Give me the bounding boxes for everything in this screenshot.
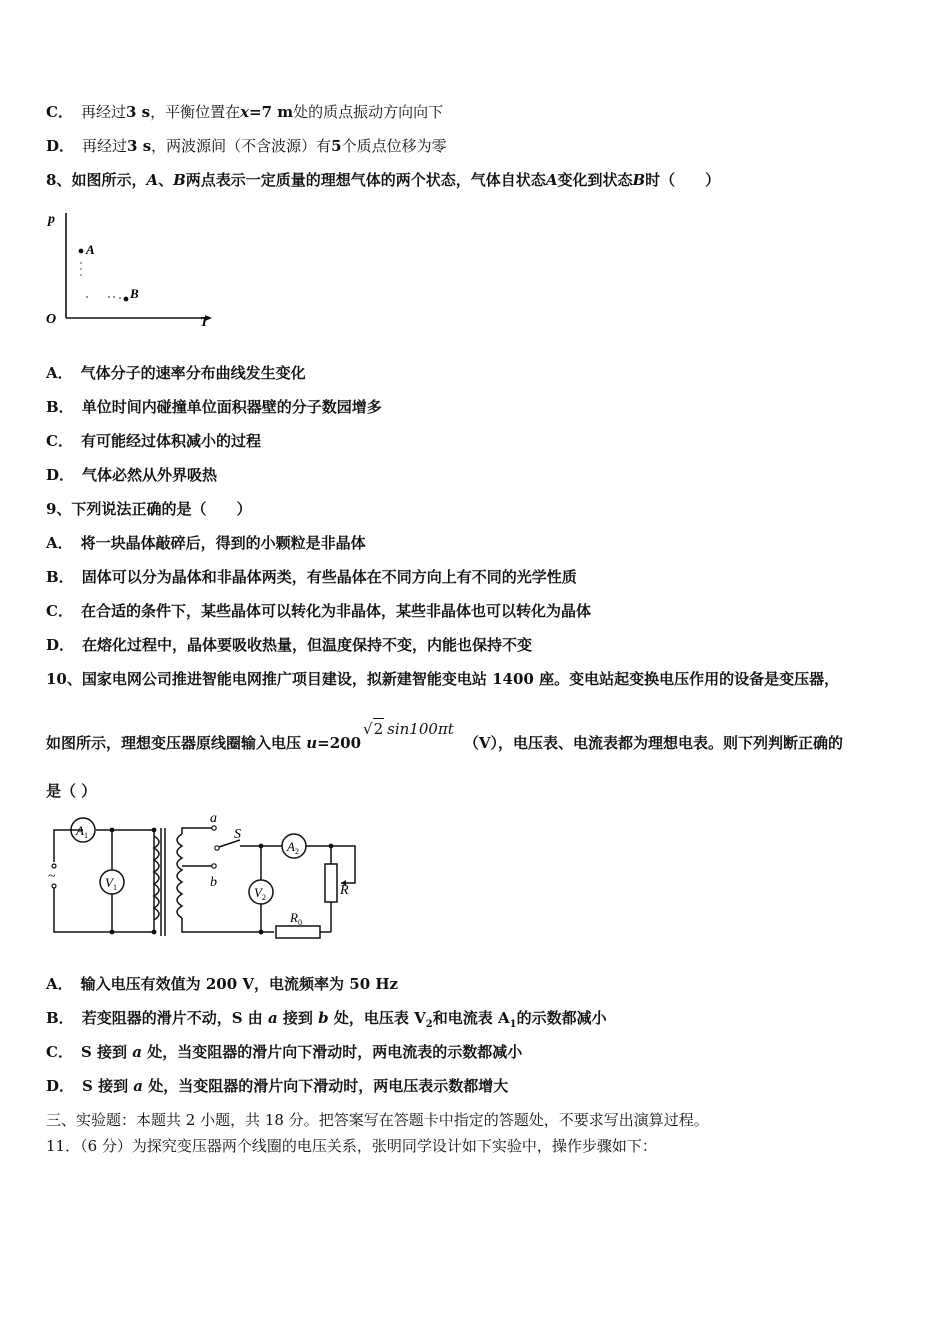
secondary-coil: [177, 834, 182, 918]
q10-stem-line3: 是（ ）: [46, 782, 97, 800]
q7-option-c: C． 再经过3 s，平衡位置在x=7 m处的质点振动方向向下: [46, 103, 444, 121]
a1-label: $A_1$: [76, 823, 88, 840]
r0-label: $R_0$: [290, 910, 302, 927]
terminal-b: [212, 864, 216, 868]
terminal-a: [212, 826, 216, 830]
dotted-path-a-to-b: [80, 262, 121, 299]
p-axis-label: p: [48, 212, 55, 227]
q9-stem: 9、下列说法正确的是（ ）: [46, 500, 252, 518]
q8-stem: 8、如图所示，A、B两点表示一定质量的理想气体的两个状态，气体自状态A变化到状态B时（ ）: [46, 171, 721, 189]
origin-label: O: [46, 312, 57, 327]
q9-option-b: B． 固体可以分为晶体和非晶体两类，有些晶体在不同方向上有不同的光学性质: [46, 568, 577, 586]
q7-option-d: D． 再经过3 s，两波源间（不含波源）有5个质点位移为零: [46, 137, 447, 155]
voltage-formula: √2 sin100πt: [363, 720, 454, 738]
secondary-to-a: [182, 828, 212, 834]
ac-source-icon: ~: [48, 869, 56, 884]
q10-option-a: A． 输入电压有效值为 200 V，电流频率为 50 Hz: [46, 975, 399, 993]
transformer-circuit: [44, 810, 364, 945]
q8-option-b: B． 单位时间内碰撞单位面积器壁的分子数园增多: [46, 398, 382, 416]
v2-label: $V_2$: [254, 885, 266, 902]
q10-option-b: B． 若变阻器的滑片不动，S 由 a 接到 b 处，电压表 $V_2$和电流表 $A_1$的示数都减小: [46, 1009, 607, 1030]
switch-label: S: [234, 827, 241, 842]
point-b: [124, 297, 129, 302]
source-terminal-bottom: [52, 884, 56, 888]
q10-option-d: D． S 接到 a 处，当变阻器的滑片向下滑动时，两电压表示数都增大: [46, 1077, 509, 1095]
q9-option-d: D． 在熔化过程中，晶体要吸收热量，但温度保持不变，内能也保持不变: [46, 636, 533, 654]
source-terminal-top: [52, 864, 56, 868]
switch-pivot: [215, 846, 219, 850]
t-axis-label: T: [200, 315, 209, 330]
q9-option-c: C． 在合适的条件下，某些晶体可以转化为非晶体，某些非晶体也可以转化为晶体: [46, 602, 591, 620]
primary-wire-bottom: [54, 888, 154, 932]
point-a: [79, 249, 84, 254]
section-3-heading: 三、实验题：本题共 2 小题，共 18 分。把答案写在答题卡中指定的答题处，不要求写出演算过程。: [46, 1111, 709, 1129]
point-a-label: A: [86, 242, 95, 257]
pt-graph: [40, 205, 225, 335]
point-b-label: B: [130, 286, 139, 301]
rheostat-r: [325, 864, 337, 902]
q8-option-d: D． 气体必然从外界吸热: [46, 466, 218, 484]
q8-option-a: A． 气体分子的速率分布曲线发生变化: [46, 364, 306, 382]
rheostat-label: R: [340, 883, 349, 898]
q10-stem-line2: 如图所示，理想变压器原线圈输入电压 u=200√2 sin100πt（V），电压表、电流表都为理想电表。则下列判断正确的: [46, 720, 843, 752]
q10-option-c: C． S 接到 a 处，当变阻器的滑片向下滑动时，两电流表的示数都减小: [46, 1043, 523, 1061]
resistor-r0: [276, 926, 320, 938]
q11-stem: 11．（6 分）为探究变压器两个线圈的电压关系，张明同学设计如下实验中，操作步骤如下：: [46, 1137, 657, 1155]
v1-label: $V_1$: [105, 875, 117, 892]
terminal-b-label: b: [210, 875, 217, 890]
a2-label: $A_2$: [287, 839, 299, 856]
terminal-a-label: a: [210, 811, 217, 826]
q8-option-c: C． 有可能经过体积减小的过程: [46, 432, 261, 450]
q10-stem-line1: 10、国家电网公司推进智能电网推广项目建设，拟新建智能变电站 1400 座。变电站起变换电压作用的设备是变压器，: [46, 670, 840, 688]
q9-option-a: A． 将一块晶体敲碎后，得到的小颗粒是非晶体: [46, 534, 366, 552]
